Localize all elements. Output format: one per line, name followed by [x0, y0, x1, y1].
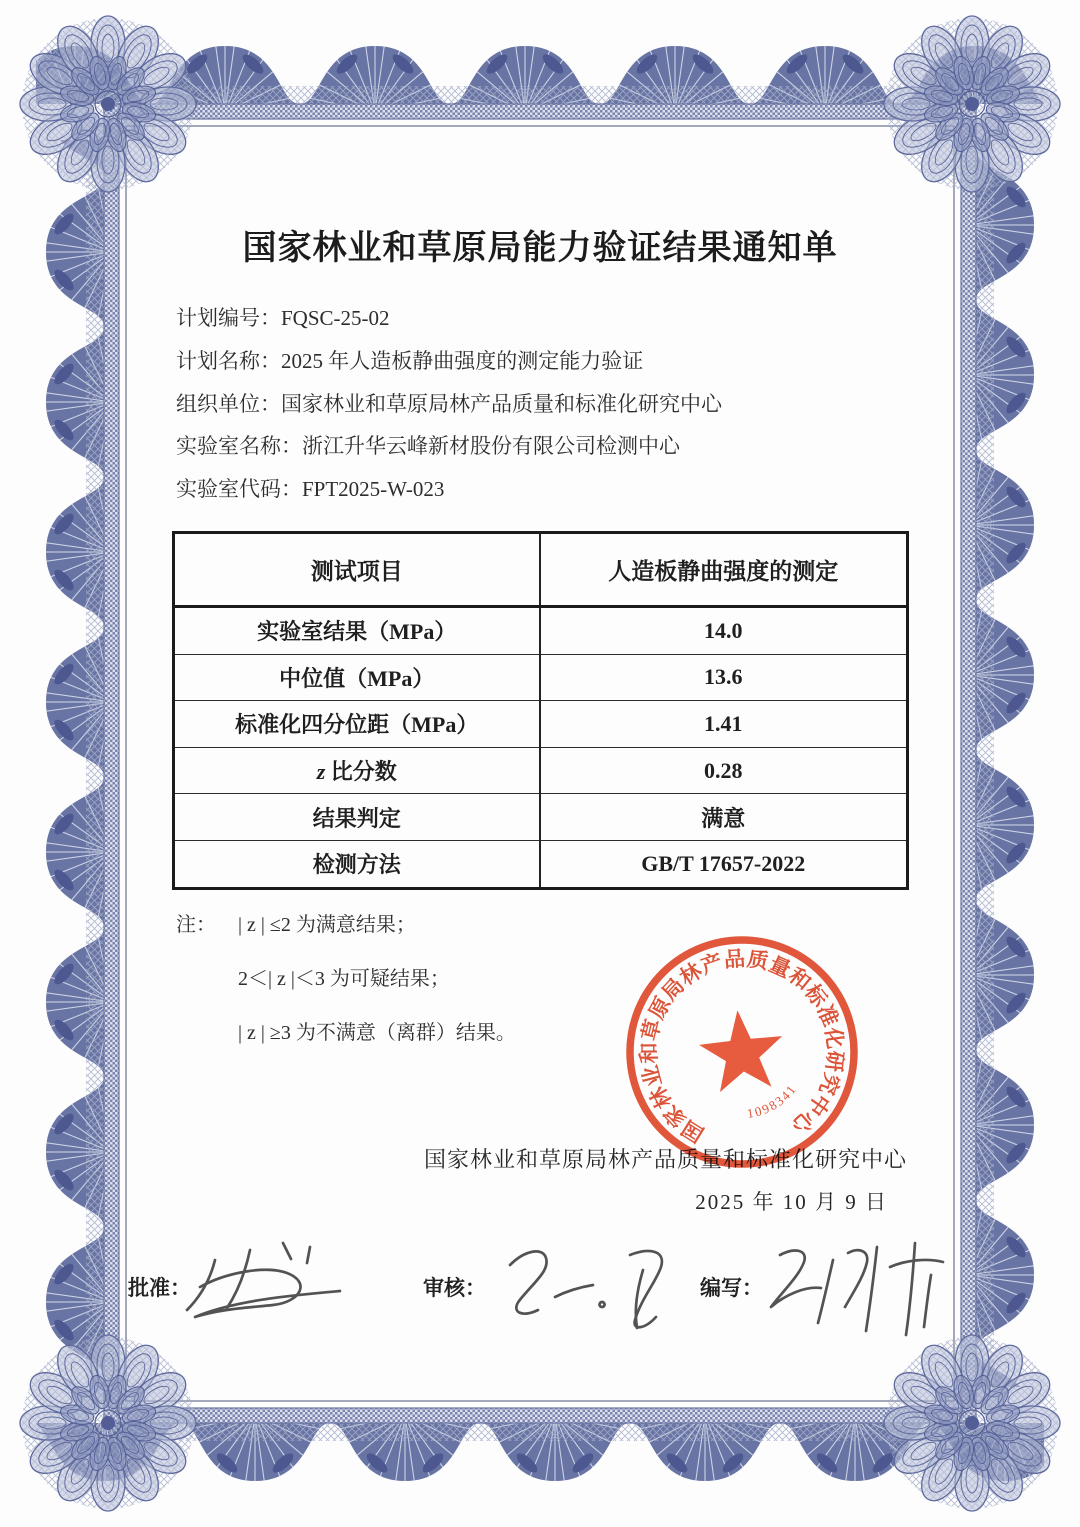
lab-name-value: 浙江升华云峰新材股份有限公司检测中心 — [302, 434, 680, 459]
info-block — [176, 297, 722, 511]
signature-review — [510, 1251, 662, 1328]
note-text: 2＜| z |＜3 为可疑结果； — [238, 968, 450, 990]
issue-date: 2025 年 10 月 9 日 — [695, 1190, 888, 1214]
row-value: 1.41 — [540, 701, 908, 748]
info-line-plan-name — [176, 340, 722, 383]
table-header-row — [174, 533, 908, 607]
info-line-plan-code — [176, 297, 722, 340]
plan-code-value: FQSC-25-02 — [281, 306, 390, 330]
organizer-label: 组织单位： — [176, 391, 281, 416]
svg-text:1098341 — [746, 1081, 800, 1121]
row-label: z 比分数 — [174, 747, 540, 794]
row-label: 标准化四分位距（MPa） — [174, 701, 540, 748]
info-line-lab-code — [176, 468, 722, 511]
lab-code-value: FPT2025-W-023 — [302, 477, 445, 502]
row-label: 检测方法 — [174, 840, 540, 888]
note-label: 注： — [176, 914, 216, 936]
row-value: 满意 — [540, 794, 908, 841]
row-value: GB/T 17657-2022 — [540, 840, 908, 888]
approve-label: 批准： — [128, 1276, 191, 1300]
official-seal — [612, 922, 872, 1182]
lab-name-label: 实验室名称： — [176, 434, 302, 459]
seal-code: 1098341 — [745, 1080, 800, 1121]
note-line — [176, 962, 516, 989]
plan-name-value: 2025 年人造板静曲强度的测定能力验证 — [281, 348, 644, 373]
seal-text: 国家林业和草原局林产品质量和标准化研究中心 — [636, 946, 848, 1147]
table-row — [174, 840, 908, 888]
author-label: 编写： — [700, 1276, 763, 1300]
table-row — [174, 794, 908, 841]
col-header-test-item: 测试项目 — [174, 533, 540, 607]
row-value: 14.0 — [540, 607, 908, 655]
row-value: 0.28 — [540, 747, 908, 794]
info-line-lab-name — [176, 425, 722, 468]
note-line — [176, 908, 516, 935]
notes-block — [176, 908, 516, 1070]
row-value: 13.6 — [540, 654, 908, 701]
signature-approve — [187, 1243, 340, 1317]
note-line — [176, 1016, 516, 1043]
results-table — [172, 531, 909, 890]
note-text: | z | ≤2 为满意结果； — [238, 914, 416, 936]
table-row — [174, 654, 908, 701]
row-label: 中位值（MPa） — [174, 654, 540, 701]
star-icon — [696, 1006, 787, 1094]
plan-code-label: 计划编号： — [176, 306, 281, 330]
table-row — [174, 701, 908, 748]
note-text: | z | ≥3 为不满意（离群）结果。 — [238, 1022, 516, 1044]
table-row — [174, 607, 908, 655]
review-label: 审核： — [423, 1276, 486, 1300]
page-title: 国家林业和草原局能力验证结果通知单 — [242, 230, 838, 267]
lab-code-label: 实验室代码： — [176, 477, 302, 502]
info-line-organizer — [176, 383, 722, 426]
plan-name-label: 计划名称： — [176, 348, 281, 373]
table-row — [174, 747, 908, 794]
signatures — [115, 1225, 965, 1340]
row-label: 实验室结果（MPa） — [174, 607, 540, 655]
signature-author — [771, 1243, 943, 1335]
row-label: 结果判定 — [174, 794, 540, 841]
col-header-measurement: 人造板静曲强度的测定 — [540, 533, 908, 607]
organizer-value: 国家林业和草原局林产品质量和标准化研究中心 — [281, 391, 722, 416]
issuer-org-line: 国家林业和草原局林产品质量和标准化研究中心 — [423, 1147, 907, 1172]
